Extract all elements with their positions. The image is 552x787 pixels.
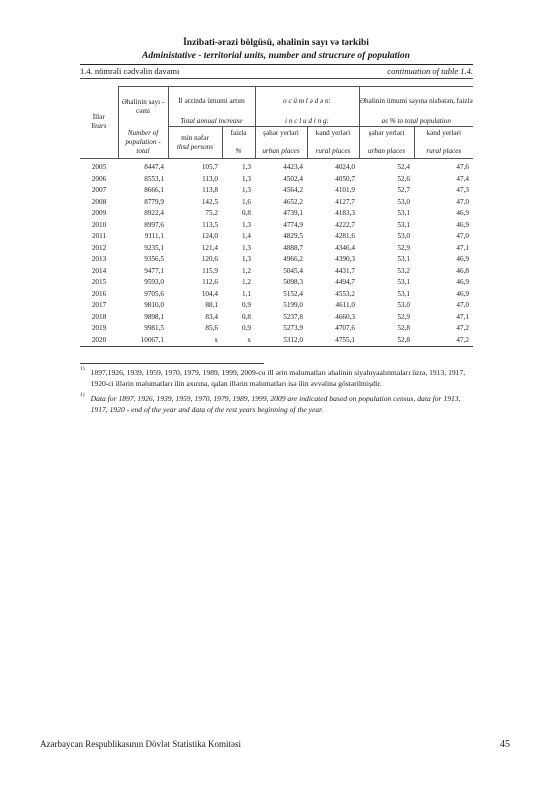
col-header-growth-en: Total annual increase xyxy=(180,116,243,125)
cell-increase-thsd: 105,7 xyxy=(201,163,218,171)
cell-rural-share: 47,2 xyxy=(456,324,469,332)
footer-publisher: Azərbaycan Respublikasının Dövlət Statistika Komitəsi xyxy=(40,739,241,749)
cell-increase-percent: 0,8 xyxy=(242,209,251,217)
table-row xyxy=(80,323,473,335)
cell-increase-percent: 1,2 xyxy=(242,266,251,275)
cell-year: 2011 xyxy=(91,232,107,240)
col-header-population-en-cell xyxy=(118,127,168,159)
cell-urban: 4829,5 xyxy=(283,232,303,240)
cell-increase-thsd: 124,0 xyxy=(201,232,218,240)
cell-increase-percent: 1,6 xyxy=(242,197,251,206)
cell-urban-share: 53,0 xyxy=(397,197,410,206)
cell-urban-share: 52,9 xyxy=(397,312,410,321)
cell-urban-share: 53,1 xyxy=(397,220,410,229)
col-header-share-en-cell xyxy=(359,117,473,127)
col-header-rural-share-az: kənd yerləri xyxy=(426,129,462,137)
cell-population: 9705,6 xyxy=(144,289,164,298)
cell-urban-share: 52,4 xyxy=(397,163,410,171)
cell-urban: 4564,2 xyxy=(283,186,303,194)
col-header-urban xyxy=(255,127,307,159)
cell-urban: 4739,1 xyxy=(283,209,303,217)
col-header-including-en: i n c l u d i n g: xyxy=(285,116,329,125)
cell-urban: 4966,2 xyxy=(283,255,303,263)
col-header-rural-en: rural places xyxy=(315,147,351,155)
cell-rural-share: 46,8 xyxy=(456,266,469,275)
cell-rural-share: 47,4 xyxy=(456,174,469,183)
cell-increase-thsd: x xyxy=(168,335,222,347)
col-header-share-az-cell xyxy=(359,87,473,117)
cell-rural: 4222,7 xyxy=(335,220,355,229)
cell-increase-percent: 1,3 xyxy=(242,220,251,229)
col-header-population-az-cell xyxy=(118,87,168,127)
cell-population: 8779,9 xyxy=(144,197,164,206)
cell-increase-thsd: 75,2 xyxy=(205,209,218,217)
cell-rural-share: 46,9 xyxy=(456,220,469,229)
col-header-thsd-az: min nəfər xyxy=(181,133,209,142)
cell-year: 2014 xyxy=(91,266,107,275)
cell-population: 8447,4 xyxy=(144,163,164,171)
col-header-years xyxy=(80,87,118,159)
cell-urban: 5237,8 xyxy=(283,312,303,321)
cell-rural: 4101,9 xyxy=(335,186,355,194)
cell-rural-share: 47,1 xyxy=(456,243,469,252)
cell-increase-percent: 0,8 xyxy=(242,312,251,321)
table-row xyxy=(80,208,473,220)
cell-year: 2012 xyxy=(91,243,107,252)
cell-increase-thsd: 115,9 xyxy=(202,266,218,275)
cell-rural: 4183,3 xyxy=(335,209,355,217)
cell-population: 8666,1 xyxy=(144,186,164,194)
footnote-marker-az: 1) xyxy=(80,366,85,372)
col-header-rural-share-en: rural places xyxy=(426,147,462,155)
page-number: 45 xyxy=(500,739,510,750)
cell-rural: 4431,7 xyxy=(335,266,355,275)
cell-rural-share: 47,2 xyxy=(414,335,473,347)
cell-increase-thsd: 113,5 xyxy=(202,220,218,229)
cell-population: 9981,5 xyxy=(144,324,164,332)
cell-population: 8553,1 xyxy=(144,174,164,183)
cell-rural: 4707,6 xyxy=(335,324,355,332)
table-row xyxy=(80,289,473,301)
cell-increase-percent: 0,9 xyxy=(242,301,251,309)
footnote-marker-en: 1) xyxy=(80,392,85,398)
cell-urban-share: 53,1 xyxy=(397,289,410,298)
table-row xyxy=(80,312,473,324)
cell-increase-thsd: 112,6 xyxy=(202,278,218,286)
cell-year: 2007 xyxy=(91,186,107,194)
cell-year: 2015 xyxy=(91,278,107,286)
col-header-years-en: Years xyxy=(90,122,107,131)
cell-increase-percent: 1,4 xyxy=(242,232,251,240)
col-header-urban-share-az: şəhər yerləri xyxy=(368,129,405,137)
cell-year: 2010 xyxy=(91,220,107,229)
cell-rural-share: 46,9 xyxy=(456,209,469,217)
cell-increase-percent: 0,9 xyxy=(242,324,251,332)
cell-increase-thsd: 104,4 xyxy=(201,289,218,298)
col-header-urban-az: şəhər yerləri xyxy=(263,129,299,137)
col-header-including-az: o c ü m l ə d ə n: xyxy=(283,97,331,106)
cell-year: 2019 xyxy=(91,324,107,332)
cell-urban-share: 52,8 xyxy=(359,335,414,347)
col-header-including-en-cell xyxy=(255,117,359,127)
cell-population: 9593,0 xyxy=(144,278,164,286)
continuation-label-en: continuation of table 1.4. xyxy=(387,66,473,76)
cell-year: 2005 xyxy=(91,163,107,171)
cell-year: 2018 xyxy=(91,312,107,321)
table-row xyxy=(80,159,473,174)
table-body xyxy=(80,159,473,347)
cell-increase-percent: 1,3 xyxy=(242,186,251,194)
cell-increase-thsd: 113,0 xyxy=(202,174,218,183)
cell-rural: 4024,0 xyxy=(335,163,355,171)
table-row xyxy=(80,174,473,186)
table-row xyxy=(80,300,473,312)
table-row xyxy=(80,231,473,243)
cell-urban: 5045,4 xyxy=(283,266,303,275)
cell-rural: 4346,4 xyxy=(335,243,355,252)
col-header-share-az: Əhalinin ümumi sayına nisbətən, faizlə xyxy=(359,97,473,106)
cell-year: 2016 xyxy=(91,289,107,298)
cell-population: 10067,1 xyxy=(118,335,168,347)
col-header-years-az: İllər xyxy=(92,113,105,122)
col-header-growth-az-cell xyxy=(168,87,255,117)
cell-urban-share: 53,0 xyxy=(397,232,410,240)
cell-rural: 4660,3 xyxy=(335,312,355,321)
cell-increase-percent: 1,3 xyxy=(242,243,251,252)
cell-urban: 5312,0 xyxy=(255,335,307,347)
cell-increase-thsd: 88,1 xyxy=(205,301,218,309)
cell-rural-share: 47,1 xyxy=(456,312,469,321)
cell-urban-share: 53,1 xyxy=(397,209,410,217)
table-row xyxy=(80,335,473,347)
cell-increase-thsd: 142,5 xyxy=(201,197,218,206)
cell-urban-share: 53,2 xyxy=(397,266,410,275)
cell-population: 9477,1 xyxy=(144,266,164,275)
col-header-rural xyxy=(307,127,359,159)
cell-urban-share: 52,7 xyxy=(397,186,410,194)
col-header-rural-az: kənd yerləri xyxy=(315,129,351,137)
cell-rural-share: 46,9 xyxy=(456,255,469,263)
cell-population: 8997,6 xyxy=(144,220,164,229)
footnote-en xyxy=(80,393,480,415)
cell-population: 9810,0 xyxy=(144,301,164,309)
cell-rural-share: 47,3 xyxy=(456,186,469,194)
footnote-az xyxy=(80,367,480,389)
cell-urban: 5152,4 xyxy=(283,289,303,298)
cell-rural: 4755,1 xyxy=(307,335,359,347)
col-header-population-en: Number of population - total xyxy=(125,128,161,155)
col-header-growth-en-cell xyxy=(168,117,255,127)
col-header-rural-share xyxy=(414,127,473,159)
cell-urban-share: 53,0 xyxy=(397,301,410,309)
footnote-en-text: Data for 1897, 1926, 1939, 1959, 1970, 1979, 1989, 1999, 2009 are indicated based on population census, data for 1913, 1917, 1920 - end of the year and data of the rest years beginning of the year. xyxy=(90,394,461,414)
cell-population: 9356,5 xyxy=(144,255,164,263)
cell-urban: 5273,9 xyxy=(283,324,303,332)
cell-rural: 4553,2 xyxy=(335,289,355,298)
cell-rural: 4281,6 xyxy=(335,232,355,240)
cell-urban-share: 52,9 xyxy=(397,243,410,252)
cell-increase-percent: x xyxy=(222,335,255,347)
cell-increase-thsd: 85,6 xyxy=(205,324,218,332)
cell-rural-share: 46,9 xyxy=(456,289,469,298)
table-row xyxy=(80,185,473,197)
col-header-population-az: Əhalinin sayı - cəmi xyxy=(121,97,165,115)
table-row xyxy=(80,243,473,255)
cell-year: 2006 xyxy=(91,174,107,183)
cell-increase-percent: 1,3 xyxy=(242,174,251,183)
cell-urban: 5199,0 xyxy=(283,301,303,309)
cell-year: 2008 xyxy=(91,197,107,206)
page-subtitle: Administative - territorial units, number and strucrure of population xyxy=(142,51,410,61)
cell-urban: 4502,4 xyxy=(283,174,303,183)
cell-population: 9898,1 xyxy=(144,312,164,321)
cell-urban: 4888,7 xyxy=(283,243,303,252)
page-title: İnzibati-ərazi bölgüsü, əhalinin sayı və tərkibi xyxy=(183,38,369,48)
col-header-growth-az: İl ərzində ümumi artım xyxy=(178,97,245,106)
footnote-az-text: 1897,1926, 1939, 1959, 1970, 1979, 1989, 1999, 2009-cu ill ərin məlumatları əhalinin siyahıyaalınmaları üzrə, 1913, 1917, 1920-ci illərin məlumatları ilin axırına, qalan illərin məlumatları isə ilin əvvəlinə göstərilmişdir. xyxy=(90,368,466,388)
cell-increase-percent: 1,3 xyxy=(242,163,251,171)
col-header-thsd xyxy=(168,127,222,159)
cell-increase-percent: 1,2 xyxy=(242,278,251,286)
cell-urban: 4423,4 xyxy=(283,163,303,171)
cell-year: 2017 xyxy=(91,301,107,309)
cell-urban-share: 53,1 xyxy=(397,278,410,286)
cell-increase-percent: 1,3 xyxy=(242,255,251,263)
col-header-percent xyxy=(222,127,255,159)
cell-rural-share: 46,9 xyxy=(456,278,469,286)
col-header-urban-share xyxy=(359,127,414,159)
title-divider xyxy=(80,64,473,65)
cell-increase-thsd: 113,8 xyxy=(202,186,218,194)
cell-rural: 4611,0 xyxy=(335,301,355,309)
table-row xyxy=(80,254,473,266)
col-header-urban-share-en: urban places xyxy=(367,147,406,155)
col-header-thsd-en: thsd persons xyxy=(176,142,214,151)
footnote-divider xyxy=(80,363,264,364)
cell-urban-share: 52,6 xyxy=(397,174,410,183)
population-table xyxy=(80,86,473,347)
cell-year: 2020 xyxy=(80,335,118,347)
col-header-urban-en: urban places xyxy=(262,147,300,155)
cell-population: 9235,1 xyxy=(144,243,164,252)
cell-rural: 4494,7 xyxy=(335,278,355,286)
cell-urban: 4774,9 xyxy=(283,220,303,229)
continuation-label-az: 1.4. nömrəli cədvəlin davamı xyxy=(80,66,180,76)
col-header-percent-en: % xyxy=(235,147,242,155)
table-row xyxy=(80,266,473,278)
cell-urban-share: 53,1 xyxy=(397,255,410,263)
cell-rural-share: 47,6 xyxy=(456,163,469,171)
cell-urban: 4652,2 xyxy=(283,197,303,206)
cell-rural: 4050,7 xyxy=(335,174,355,183)
cell-urban: 5098,3 xyxy=(283,278,303,286)
cell-increase-thsd: 120,6 xyxy=(201,255,218,263)
cell-urban-share: 52,8 xyxy=(397,324,410,332)
cell-increase-thsd: 121,4 xyxy=(201,243,218,252)
table-row xyxy=(80,197,473,209)
cell-rural-share: 47,0 xyxy=(456,232,469,240)
cell-rural-share: 47,0 xyxy=(456,301,469,309)
cell-rural: 4390,3 xyxy=(335,255,355,263)
header-divider xyxy=(80,78,473,79)
col-header-including-az-cell xyxy=(255,87,359,117)
table-row xyxy=(80,220,473,232)
cell-year: 2009 xyxy=(91,209,107,217)
cell-rural-share: 47,0 xyxy=(456,197,469,206)
cell-population: 8922,4 xyxy=(144,209,164,217)
cell-increase-percent: 1,1 xyxy=(242,289,251,298)
cell-rural: 4127,7 xyxy=(335,197,355,206)
col-header-percent-az: faizlə xyxy=(230,129,247,137)
cell-increase-thsd: 83,4 xyxy=(205,312,218,321)
col-header-share-en: as % to total population xyxy=(381,116,451,125)
cell-year: 2013 xyxy=(91,255,107,263)
cell-population: 9111,1 xyxy=(144,232,164,240)
table-row xyxy=(80,277,473,289)
